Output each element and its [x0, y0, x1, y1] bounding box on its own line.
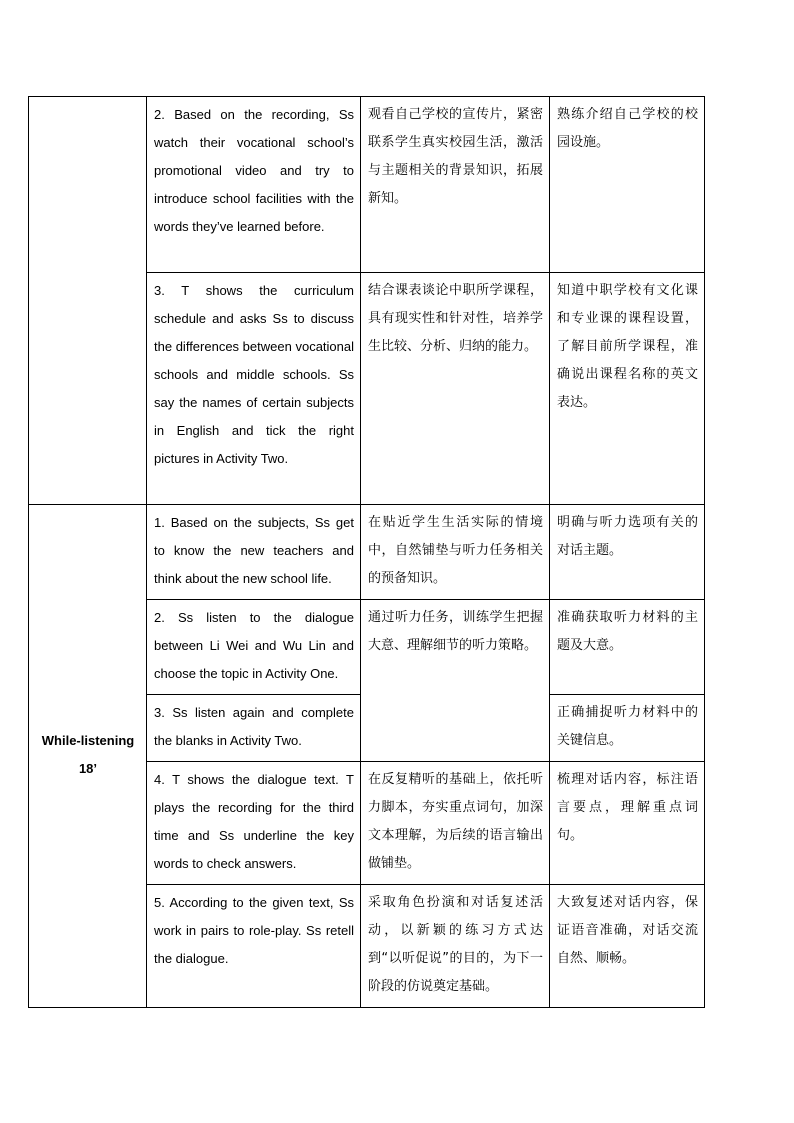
activity-cell: 1. Based on the subjects, Ss get to know the new teachers and think about the new school life.	[147, 505, 361, 600]
purpose-cell: 观看自己学校的宣传片，紧密联系学生真实校园生活，激活与主题相关的背景知识，拓展新知。	[361, 97, 550, 273]
activity-cell: 4. T shows the dialogue text. T plays the recording for the third time and Ss underline the key words to check answers.	[147, 762, 361, 885]
purpose-cell: 采取角色扮演和对话复述活动，以新颖的练习方式达到“以听促说”的目的，为下一阶段的仿说奠定基础。	[361, 885, 550, 1008]
purpose-cell: 在贴近学生生活实际的情境中，自然铺垫与听力任务相关的预备知识。	[361, 505, 550, 600]
activity-cell: 3. T shows the curriculum schedule and asks Ss to discuss the differences between vocational schools and middle schools. Ss say the names of certain subjects in English and tick the right pictures in Activity Two.	[147, 273, 361, 505]
purpose-cell: 在反复精听的基础上，依托听力脚本，夯实重点词句，加深文本理解，为后续的语言输出做铺垫。	[361, 762, 550, 885]
objective-cell: 准确获取听力材料的主题及大意。	[550, 600, 705, 695]
lesson-plan-table	[28, 96, 705, 1008]
objective-cell: 梳理对话内容，标注语言要点，理解重点词句。	[550, 762, 705, 885]
objective-cell: 明确与听力选项有关的对话主题。	[550, 505, 705, 600]
stage-cell-empty	[29, 97, 147, 505]
stage-name: While-listening	[41, 733, 135, 748]
objective-cell: 正确捕捉听力材料中的关键信息。	[550, 695, 705, 762]
objective-cell: 大致复述对话内容，保证语音准确，对话交流自然、顺畅。	[550, 885, 705, 1008]
activity-cell: 2. Ss listen to the dialogue between Li Wei and Wu Lin and choose the topic in Activity One.	[147, 600, 361, 695]
stage-time: 18’	[78, 761, 98, 776]
purpose-cell: 结合课表谈论中职所学课程，具有现实性和针对性，培养学生比较、分析、归纳的能力。	[361, 273, 550, 505]
table-row	[29, 505, 705, 600]
objective-cell: 知道中职学校有文化课和专业课的课程设置，了解目前所学课程，准确说出课程名称的英文表达。	[550, 273, 705, 505]
activity-cell: 5. According to the given text, Ss work in pairs to role-play. Ss retell the dialogue.	[147, 885, 361, 1008]
stage-cell	[29, 505, 147, 1008]
table-row	[29, 97, 705, 273]
purpose-cell: 通过听力任务，训练学生把握大意、理解细节的听力策略。	[361, 600, 550, 762]
activity-cell: 3. Ss listen again and complete the blanks in Activity Two.	[147, 695, 361, 762]
objective-cell: 熟练介绍自己学校的校园设施。	[550, 97, 705, 273]
activity-cell: 2. Based on the recording, Ss watch their vocational school’s promotional video and try to introduce school facilities with the words they’ve learned before.	[147, 97, 361, 273]
